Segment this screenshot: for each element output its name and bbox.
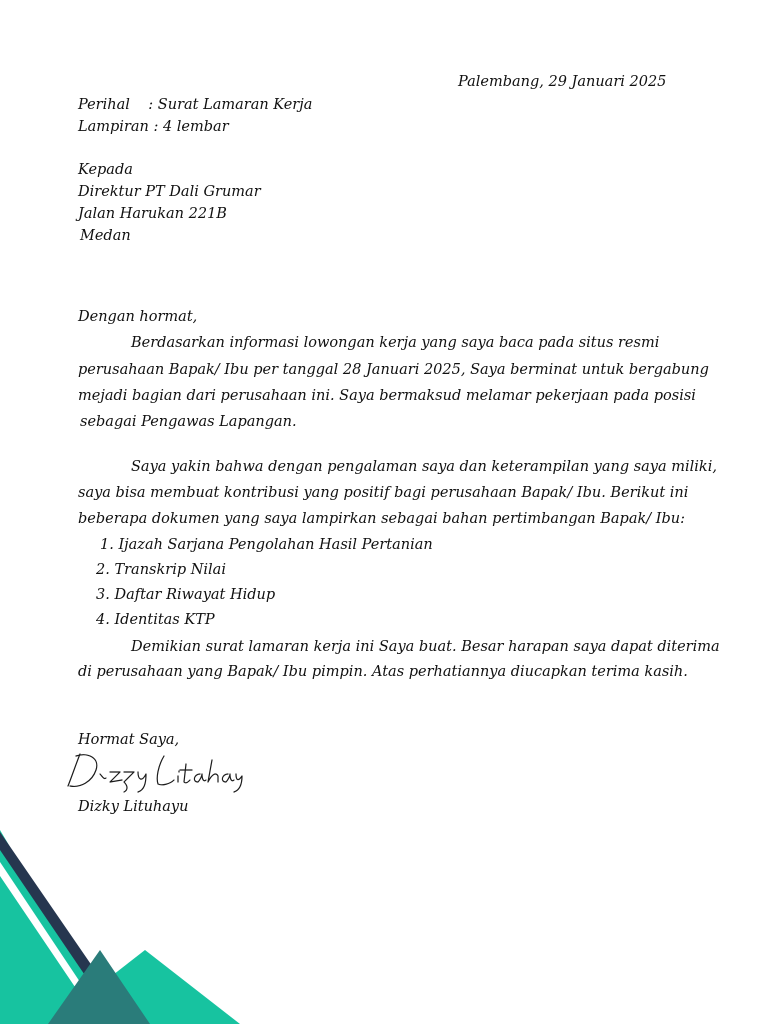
paragraph-line: sebagai Pengawas Lapangan. — [80, 414, 297, 430]
salutation: Dengan hormat, — [78, 309, 198, 325]
recipient-line: Direktur PT Dali Grumar — [78, 184, 261, 200]
paragraph-line: mejadi bagian dari perusahaan ini. Saya bermaksud melamar pekerjaan pada posisi — [78, 388, 696, 404]
signer-name: Dizky Lituhayu — [78, 799, 189, 815]
recipient-line: Jalan Harukan 221B — [78, 206, 227, 222]
paragraph-line: saya bisa membuat kontribusi yang positif bagi perusahaan Bapak/ Ibu. Berikut ini — [78, 485, 689, 501]
letter-date: Palembang, 29 Januari 2025 — [458, 74, 667, 90]
subject-line: Perihal : Surat Lamaran Kerja — [78, 97, 313, 113]
paragraph-line: Demikian surat lamaran kerja ini Saya buat. Besar harapan saya dapat diterima — [131, 639, 720, 655]
recipient-line: Kepada — [78, 162, 133, 178]
paragraph-line: beberapa dokumen yang saya lampirkan sebagai bahan pertimbangan Bapak/ Ibu: — [78, 511, 685, 527]
paragraph-line: Saya yakin bahwa dengan pengalaman saya dan keterampilan yang saya miliki, — [131, 459, 717, 475]
handwritten-signature — [66, 750, 246, 794]
decorative-corner-shapes — [0, 820, 240, 1024]
paragraph-line: Berdasarkan informasi lowongan kerja yang saya baca pada situs resmi — [131, 335, 660, 351]
attachment-item: 4. Identitas KTP — [96, 612, 215, 628]
paragraph-line: perusahaan Bapak/ Ibu per tanggal 28 Januari 2025, Saya berminat untuk bergabung — [78, 362, 709, 378]
paragraph-line: di perusahaan yang Bapak/ Ibu pimpin. Atas perhatiannya diucapkan terima kasih. — [78, 664, 688, 680]
attachment-item: 2. Transkrip Nilai — [96, 562, 226, 578]
recipient-line: Medan — [80, 228, 131, 244]
attachment-item: 1. Ijazah Sarjana Pengolahan Hasil Pertanian — [100, 537, 433, 553]
attachment-count-line: Lampiran : 4 lembar — [78, 119, 229, 135]
closing: Hormat Saya, — [78, 732, 180, 748]
attachment-item: 3. Daftar Riwayat Hidup — [96, 587, 276, 603]
